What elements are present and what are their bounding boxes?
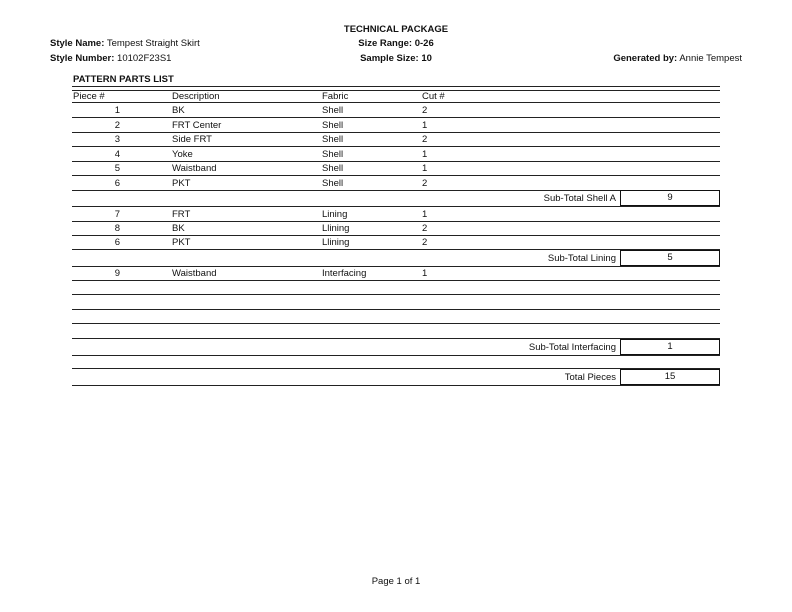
total-pieces-value: 15 bbox=[620, 369, 720, 385]
piece-fabric: Lining bbox=[322, 209, 348, 220]
row-divider bbox=[72, 221, 720, 222]
piece-number: 2 bbox=[114, 120, 120, 131]
piece-cut: 2 bbox=[422, 237, 428, 248]
piece-fabric: Shell bbox=[322, 134, 344, 145]
generated-by-label: Generated by: bbox=[613, 53, 678, 64]
piece-number: 9 bbox=[114, 268, 120, 279]
style-number-value: 10102F23S1 bbox=[117, 53, 172, 64]
style-name bbox=[50, 38, 200, 49]
piece-fabric: Shell bbox=[322, 163, 344, 174]
piece-cut: 1 bbox=[422, 120, 428, 131]
piece-fabric: Shell bbox=[322, 120, 344, 131]
subtotal-shell-label: Sub-Total Shell A bbox=[543, 193, 616, 204]
header-underline bbox=[72, 102, 720, 103]
style-name-value: Tempest Straight Skirt bbox=[106, 38, 200, 49]
sample-size: Sample Size: 10 bbox=[360, 53, 432, 64]
column-header-fabric: Fabric bbox=[322, 91, 349, 102]
piece-description: Yoke bbox=[172, 149, 193, 160]
row-divider bbox=[72, 309, 720, 310]
piece-fabric: Shell bbox=[322, 149, 344, 160]
piece-description: PKT bbox=[172, 178, 191, 189]
row-divider bbox=[72, 294, 720, 295]
piece-cut: 1 bbox=[422, 149, 428, 160]
piece-fabric: Llining bbox=[322, 237, 350, 248]
subtotal-lining-label: Sub-Total Lining bbox=[547, 253, 616, 264]
column-header-cut: Cut # bbox=[422, 91, 445, 102]
piece-description: BK bbox=[172, 105, 185, 116]
row-divider bbox=[72, 206, 720, 207]
piece-description: Waistband bbox=[172, 163, 217, 174]
piece-fabric: Interfacing bbox=[322, 268, 367, 279]
subtotal-interfacing-value: 1 bbox=[620, 339, 720, 355]
piece-description: BK bbox=[172, 223, 185, 234]
page-number: Page 1 of 1 bbox=[371, 576, 421, 587]
piece-fabric: Shell bbox=[322, 178, 344, 189]
style-number-label: Style Number: bbox=[50, 53, 115, 64]
section-title: PATTERN PARTS LIST bbox=[73, 74, 174, 85]
piece-number: 8 bbox=[114, 223, 120, 234]
section-divider bbox=[72, 86, 720, 91]
row-divider bbox=[72, 235, 720, 236]
piece-number: 1 bbox=[114, 105, 120, 116]
piece-description: FRT bbox=[172, 209, 191, 220]
style-number bbox=[50, 53, 171, 64]
row-divider bbox=[72, 385, 720, 386]
row-divider bbox=[72, 132, 720, 133]
piece-fabric: Shell bbox=[322, 105, 344, 116]
piece-cut: 2 bbox=[422, 178, 428, 189]
size-range: Size Range: 0-26 bbox=[358, 38, 434, 49]
generated-by-value: Annie Tempest bbox=[679, 53, 742, 64]
piece-description: Side FRT bbox=[172, 134, 212, 145]
subtotal-shell-value: 9 bbox=[620, 190, 720, 206]
row-divider bbox=[72, 266, 720, 267]
piece-cut: 2 bbox=[422, 105, 428, 116]
piece-number: 6 bbox=[114, 237, 120, 248]
piece-number: 4 bbox=[114, 149, 120, 160]
piece-cut: 2 bbox=[422, 134, 428, 145]
piece-number: 5 bbox=[114, 163, 120, 174]
piece-number: 3 bbox=[114, 134, 120, 145]
piece-description: Waistband bbox=[172, 268, 217, 279]
piece-cut: 2 bbox=[422, 223, 428, 234]
piece-cut: 1 bbox=[422, 163, 428, 174]
piece-number: 6 bbox=[114, 178, 120, 189]
document-title: TECHNICAL PACKAGE bbox=[343, 24, 449, 35]
piece-fabric: Llining bbox=[322, 223, 350, 234]
row-divider bbox=[72, 355, 720, 356]
row-divider bbox=[72, 175, 720, 176]
row-divider bbox=[72, 117, 720, 118]
column-header-piece: Piece # bbox=[73, 91, 105, 102]
generated-by bbox=[613, 53, 742, 64]
subtotal-interfacing-label: Sub-Total Interfacing bbox=[528, 342, 616, 353]
subtotal-lining-value: 5 bbox=[620, 250, 720, 266]
style-name-label: Style Name: bbox=[50, 38, 105, 49]
piece-description: FRT Center bbox=[172, 120, 222, 131]
total-pieces-label: Total Pieces bbox=[564, 372, 616, 383]
piece-description: PKT bbox=[172, 237, 191, 248]
piece-cut: 1 bbox=[422, 268, 428, 279]
row-divider bbox=[72, 323, 720, 324]
row-divider bbox=[72, 146, 720, 147]
row-divider bbox=[72, 161, 720, 162]
piece-number: 7 bbox=[114, 209, 120, 220]
row-divider bbox=[72, 280, 720, 281]
column-header-description: Description bbox=[172, 91, 220, 102]
piece-cut: 1 bbox=[422, 209, 428, 220]
